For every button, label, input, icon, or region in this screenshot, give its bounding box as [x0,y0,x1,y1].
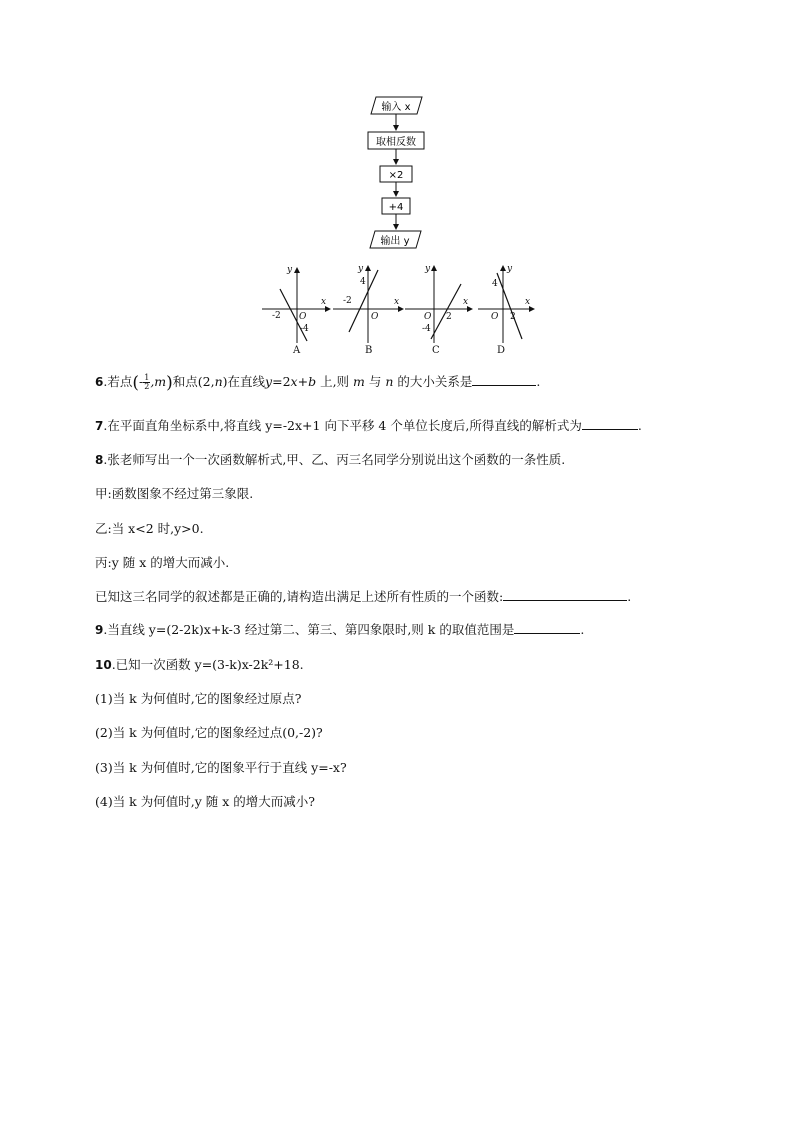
statement-jia: 甲:函数图象不经过第三象限. [95,486,254,501]
graph-option-c [405,264,472,356]
tick-label: -4 [300,324,309,334]
graph-option-d [478,264,534,356]
flow-step-output: 输出 y [380,236,410,247]
question-text: .张老师写出一个一次函数解析式,甲、乙、丙三名同学分别说出这个函数的一条性质. [103,452,566,467]
origin-label: O [299,312,307,322]
answer-blank[interactable] [503,589,627,601]
flow-step-negate: 取相反数 [376,137,416,148]
flow-step-multiply: ×2 [388,170,404,181]
question-8-tail: 已知这三名同学的叙述都是正确的,请构造出满足上述所有性质的一个函数: . [95,589,632,604]
statement-bing: 丙:y 随 x 的增大而减小. [95,555,230,570]
graphs-svg [0,0,794,370]
tick-label: 2 [510,312,516,322]
question-7: 7.在平面直角坐标系中,将直线 y=-2x+1 向下平移 4 个单位长度后,所得直线的解析式为 . [95,418,642,433]
question-8 [95,452,565,468]
fraction: $\frac{1}{2}$ [144,373,150,391]
axis-y-label: y [287,265,293,275]
option-letter-a: A [293,345,301,356]
question-number: 10 [95,658,112,672]
axis-x-label: x [321,297,327,307]
question-number: 7 [95,419,104,433]
tick-label: -2 [343,296,352,306]
question-10 [95,657,304,673]
question-10-part-2: (2)当 k 为何值时,它的图象经过点(0,-2)? [95,725,323,740]
question-10-part-1: (1)当 k 为何值时,它的图象经过原点? [95,691,302,706]
tick-label: 2 [446,312,452,322]
graph-option-a [262,265,330,356]
origin-label: O [424,312,432,322]
flow-step-add: +4 [388,202,404,213]
option-letter-b: B [365,345,373,356]
tick-label: -4 [422,324,431,334]
question-10-part-3: (3)当 k 为何值时,它的图象平行于直线 y=-x? [95,760,347,775]
question-number: 9 [95,623,104,637]
origin-label: O [371,312,379,322]
question-text: .已知一次函数 y=(3-k)x-2k²+18. [111,657,304,672]
option-letter-d: D [497,345,506,356]
question-text: .在平面直角坐标系中,将直线 y=-2x+1 向下平移 4 个单位长度后,所得直线的解析式为 [103,418,582,433]
question-number: 8 [95,453,104,467]
tick-label: 4 [360,277,366,287]
axis-x-label: x [463,297,469,307]
question-number: 6 [95,375,104,389]
option-letter-c: C [432,345,440,356]
answer-blank[interactable] [472,374,536,386]
question-9: 9.当直线 y=(2-2k)x+k-3 经过第二、第三、第四象限时,则 k 的取值范围是 . [95,622,585,637]
axis-x-label: x [525,297,531,307]
statement-yi: 乙:当 x<2 时,y>0. [95,521,204,536]
tick-label: 4 [492,279,498,289]
origin-label: O [491,312,499,322]
answer-blank[interactable] [582,418,638,430]
graph-options [0,0,794,370]
answer-blank[interactable] [514,622,580,634]
question-text: .当直线 y=(2-2k)x+k-3 经过第二、第三、第四象限时,则 k 的取值范围是 [103,622,515,637]
graph-option-b [333,264,403,356]
tick-label: -2 [272,311,281,321]
axis-y-label: y [425,264,431,274]
question-6: 6.若点(- $\frac{1}{2}$ ,m)和点(2,n)在直线y=2x+b 上,则 m 与 n 的大小关系是 . [95,373,541,393]
flow-step-input: 输入 x [381,102,411,113]
axis-y-label: y [358,264,364,274]
axis-x-label: x [394,297,400,307]
axis-y-label: y [507,264,513,274]
question-10-part-4: (4)当 k 为何值时,y 随 x 的增大而减小? [95,794,315,809]
